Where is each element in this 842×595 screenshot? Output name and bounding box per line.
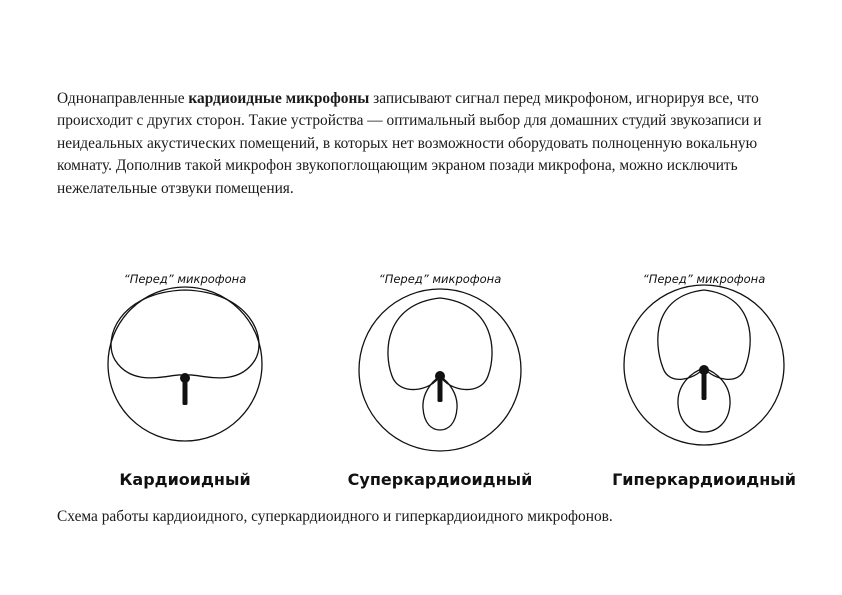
figure-caption: Схема работы кардиоидного, суперкардиоидного и гиперкардиоидного микрофонов. — [57, 508, 613, 525]
hypercardioid-name: Гиперкардиоидный — [612, 470, 796, 489]
supercardioid-front-label: “Перед” микрофона — [378, 272, 502, 286]
supercardioid-name: Суперкардиоидный — [347, 470, 533, 489]
intro-paragraph — [57, 88, 792, 200]
cardioid-name: Кардиоидный — [119, 470, 251, 489]
cardioid-front-label: “Перед” микрофона — [123, 272, 247, 286]
intro-text-start: Однонаправленные — [57, 90, 189, 107]
hypercardioid-microphone-icon — [699, 365, 709, 400]
supercardioid-outer-circle — [359, 289, 521, 451]
cardioid-microphone-icon — [180, 373, 190, 405]
cardioid-outer-circle — [108, 287, 262, 441]
hypercardioid-front-label: “Перед” микрофона — [642, 272, 766, 286]
cardioid-figure — [90, 268, 280, 503]
supercardioid-figure — [345, 268, 535, 503]
cardioid-pattern — [111, 290, 259, 378]
hypercardioid-diagram — [609, 268, 799, 503]
intro-text-rest: записывают сигнал перед микрофоном, игнорируя все, что происходит с других сторон. Такие устройства — оптимальный выбор для домашних студий звукозаписи и неидеальных акустических помещений, в которых нет возможности оборудовать полноценную вокальную комнату. Дополнив такой микрофон звукопоглощающим экраном позади микрофона, можно исключить нежелательные отзвуки помещения. — [57, 90, 762, 197]
intro-bold-term: кардиоидные микрофоны — [188, 90, 370, 107]
cardioid-diagram — [90, 268, 280, 503]
supercardioid-diagram — [345, 268, 535, 503]
supercardioid-microphone-icon — [435, 371, 445, 402]
hypercardioid-figure — [609, 268, 799, 503]
